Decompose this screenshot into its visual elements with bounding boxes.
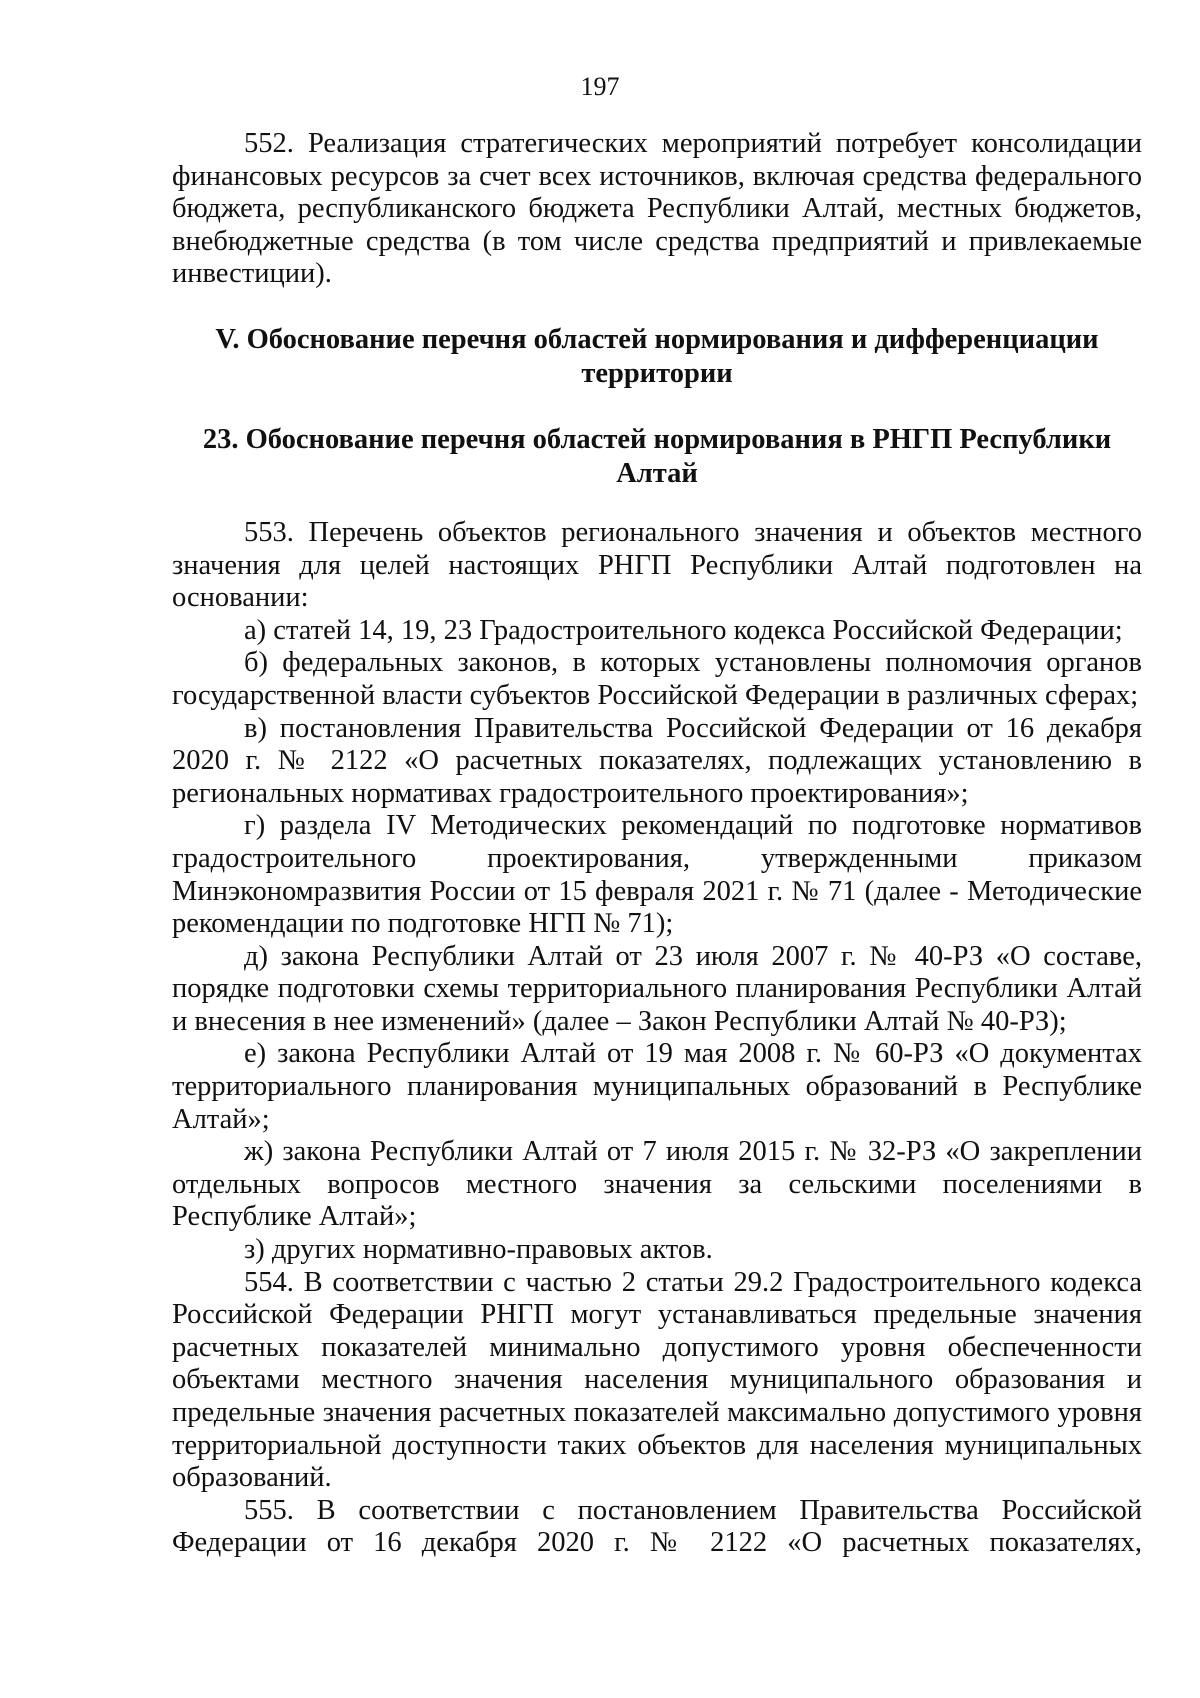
document-body — [172, 128, 1142, 1560]
list-item-zh: ж) закона Республики Алтай от 7 июля 2015 г. № 32-РЗ «О закреплении отдельных вопросов местного значения за сельскими поселениями в Республике Алтай»; — [172, 1136, 1142, 1233]
subsection-heading-line2: Алтай — [616, 457, 698, 489]
list-item-a: а) статей 14, 19, 23 Градостроительного кодекса Российской Федерации; — [244, 614, 1123, 646]
section-heading-line2: территории — [581, 357, 733, 389]
subsection-heading-line1: 23. Обоснование перечня областей нормирования в РНГП Республики — [202, 423, 1112, 455]
list-item-z: з) других нормативно-правовых актов. — [244, 1234, 713, 1266]
page-number: 197 — [580, 72, 620, 101]
paragraph-554: 554. В соответствии с частью 2 статьи 29.2 Градостроительного кодекса Российской Федерации РНГП могут устанавливаться предельные значения расчетных показателей минимально допустимого уровня обеспеченности объектами местного значения населения муниципального образования и предельные значения расчетных показателей максимально допустимого уровня территориальной доступности таких объектов для населения муниципальных образований. — [172, 1266, 1142, 1494]
list-item-g: г) раздела IV Методических рекомендаций по подготовке нормативов градостроительного проектирования, утвержденными приказом Минэкономразвития России от 15 февраля 2021 г. № 71 (далее - Методические рекомендации по подготовке НГП № 71); — [172, 810, 1142, 940]
list-item-b: б) федеральных законов, в которых установлены полномочия органов государственной власти субъектов Российской Федерации в различных сферах; — [172, 647, 1142, 711]
list-item-v: в) постановления Правительства Российской Федерации от 16 декабря 2020 г. № 2122 «О расчетных показателях, подлежащих установлению в региональных нормативах градостроительного проектирования»; — [172, 712, 1142, 809]
list-item-e: е) закона Республики Алтай от 19 мая 2008 г. № 60-РЗ «О документах территориального планирования муниципальных образований в Республике Алтай»; — [172, 1038, 1142, 1135]
paragraph-555: 555. В соответствии с постановлением Правительства Российской Федерации от 16 декабря 2020 г. № 2122 «О расчетных показателях, — [172, 1494, 1142, 1559]
subsection-heading — [172, 423, 1142, 491]
section-heading-line1: V. Обоснование перечня областей нормирования и дифференциации — [215, 323, 1099, 355]
paragraph-552: 552. Реализация стратегических мероприятий потребует консолидации финансовых ресурсов за счет всех источников, включая средства федерального бюджета, республиканского бюджета Республики Алтай, местных бюджетов, внебюджетные средства (в том числе средства предприятий и привлекаемые инвестиции). — [172, 128, 1142, 290]
section-heading — [172, 323, 1142, 391]
list-item-d: д) закона Республики Алтай от 23 июля 2007 г. № 40-РЗ «О составе, порядке подготовки схемы территориального планирования Республики Алтай и внесения в нее изменений» (далее – Закон Республики Алтай № 40-РЗ); — [172, 940, 1142, 1037]
paragraph-553: 553. Перечень объектов регионального значения и объектов местного значения для целей настоящих РНГП Республики Алтай подготовлен на основании: — [172, 516, 1142, 614]
